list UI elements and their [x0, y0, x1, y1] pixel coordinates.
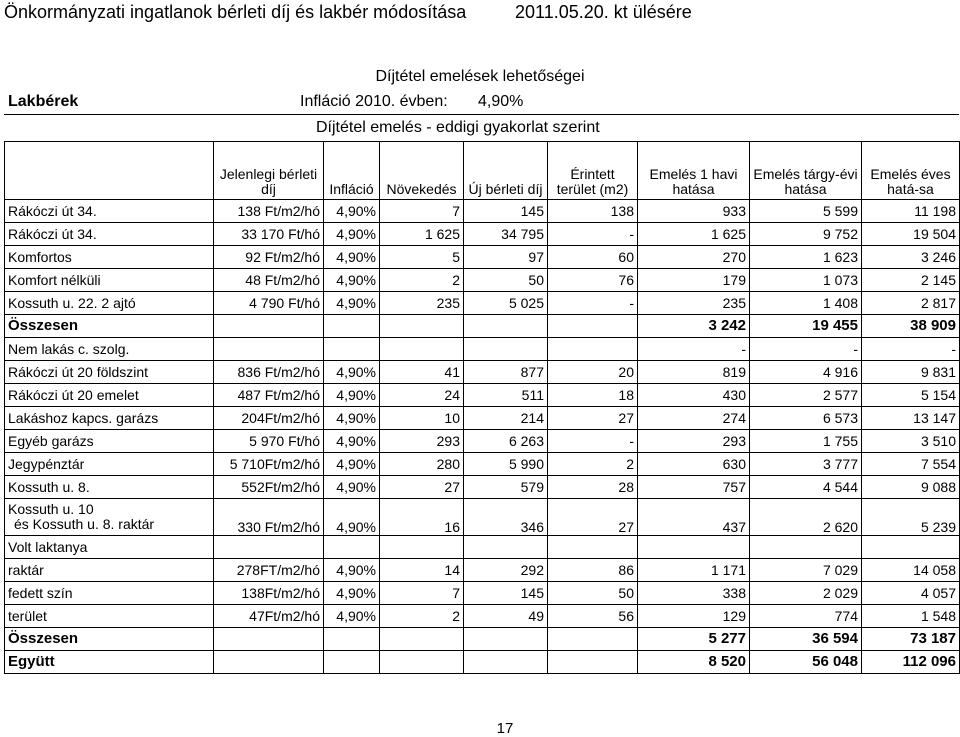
table-cell: 511	[464, 384, 548, 407]
table-cell: 293	[638, 430, 750, 453]
table-cell	[750, 536, 862, 559]
row-label: raktár	[5, 559, 214, 582]
table-cell: 47Ft/m2/hó	[214, 605, 324, 628]
table-cell: -	[638, 338, 750, 361]
table-cell: 4,90%	[324, 430, 380, 453]
table-cell	[464, 651, 548, 674]
column-header-2: Infláció	[324, 142, 380, 200]
table-cell: 2	[548, 453, 638, 476]
table-cell: 13 147	[862, 407, 960, 430]
table-cell: 19 504	[862, 223, 960, 246]
table-row	[5, 223, 960, 246]
table-cell: 1 625	[638, 223, 750, 246]
table-cell: 757	[638, 476, 750, 499]
column-header-5: Érintett terület (m2)	[548, 142, 638, 200]
table-cell: 36 594	[750, 628, 862, 651]
table-cell: 5 239	[862, 499, 960, 536]
page-number: 17	[496, 720, 514, 737]
table-cell: 877	[464, 361, 548, 384]
row-label: Lakáshoz kapcs. garázs	[5, 407, 214, 430]
column-header-8: Emelés éves hatá-sa	[862, 142, 960, 200]
table-cell	[324, 628, 380, 651]
table-cell: 145	[464, 200, 548, 223]
table-cell	[324, 338, 380, 361]
table-cell: 9 831	[862, 361, 960, 384]
table-cell: 579	[464, 476, 548, 499]
table-row	[5, 361, 960, 384]
table-cell: 2 817	[862, 292, 960, 315]
table-cell: 138	[548, 200, 638, 223]
table-row	[5, 315, 960, 338]
table-cell	[324, 536, 380, 559]
table-cell: 56	[548, 605, 638, 628]
table-row	[5, 292, 960, 315]
table-cell: 8 520	[638, 651, 750, 674]
row-label: Rákóczi út 20 földszint	[5, 361, 214, 384]
table-cell: 28	[548, 476, 638, 499]
table-row	[5, 582, 960, 605]
table-cell: 9 088	[862, 476, 960, 499]
table-cell: 1 408	[750, 292, 862, 315]
table-cell: 3 777	[750, 453, 862, 476]
table-cell: 7 554	[862, 453, 960, 476]
table-cell: 278FT/m2/hó	[214, 559, 324, 582]
table-cell: 7	[380, 582, 464, 605]
table-cell: 4 057	[862, 582, 960, 605]
table-cell: 14 058	[862, 559, 960, 582]
table-cell: 4,90%	[324, 476, 380, 499]
table-row	[5, 605, 960, 628]
table-row	[5, 536, 960, 559]
table-cell: 5 599	[750, 200, 862, 223]
table-cell: 5 710Ft/m2/hó	[214, 453, 324, 476]
table-cell: 4,90%	[324, 384, 380, 407]
table-row	[5, 269, 960, 292]
table-cell: 4 916	[750, 361, 862, 384]
column-header-6: Emelés 1 havi hatása	[638, 142, 750, 200]
table-cell	[380, 536, 464, 559]
table-cell	[862, 536, 960, 559]
table-cell: 97	[464, 246, 548, 269]
table-cell: 112 096	[862, 651, 960, 674]
table-cell: 179	[638, 269, 750, 292]
table-cell	[214, 338, 324, 361]
table-cell	[464, 338, 548, 361]
table-cell: 5 154	[862, 384, 960, 407]
table-cell	[464, 315, 548, 338]
data-table	[4, 141, 960, 674]
table-cell: 552Ft/m2/hó	[214, 476, 324, 499]
table-cell: 836 Ft/m2/hó	[214, 361, 324, 384]
row-label: Rákóczi út 34.	[5, 200, 214, 223]
table-cell	[214, 628, 324, 651]
table-cell: 487 Ft/m2/hó	[214, 384, 324, 407]
table-cell	[380, 628, 464, 651]
row-label: Rákóczi út 34.	[5, 223, 214, 246]
table-cell: 270	[638, 246, 750, 269]
row-label: Együtt	[5, 651, 214, 674]
table-row	[5, 559, 960, 582]
table-cell: 60	[548, 246, 638, 269]
table-cell: 293	[380, 430, 464, 453]
table-cell: 819	[638, 361, 750, 384]
table-cell: 4,90%	[324, 499, 380, 536]
table-cell: 2 145	[862, 269, 960, 292]
row-label: fedett szín	[5, 582, 214, 605]
table-cell: 48 Ft/m2/hó	[214, 269, 324, 292]
row-label: Egyéb garázs	[5, 430, 214, 453]
table-cell: 27	[380, 476, 464, 499]
table-cell: 235	[380, 292, 464, 315]
table-cell: 92 Ft/m2/hó	[214, 246, 324, 269]
table-cell: 5 025	[464, 292, 548, 315]
document-subtitle: Díjtétel emelések lehetőségei	[375, 68, 585, 85]
table-cell: 4,90%	[324, 361, 380, 384]
table-cell: 1 171	[638, 559, 750, 582]
inflacio-value: 4,90%	[478, 93, 524, 110]
table-cell: 2	[380, 605, 464, 628]
table-cell: 4,90%	[324, 223, 380, 246]
table-cell: -	[548, 223, 638, 246]
row-label-line1: Kossuth u. 10	[8, 501, 94, 517]
table-cell: 27	[548, 407, 638, 430]
table-cell: 18	[548, 384, 638, 407]
table-cell: 24	[380, 384, 464, 407]
inflacio-label: Infláció 2010. évben:	[300, 93, 448, 110]
row-label: Komfortos	[5, 246, 214, 269]
table-cell	[464, 628, 548, 651]
table-cell	[324, 651, 380, 674]
table-row	[5, 338, 960, 361]
table-cell	[548, 651, 638, 674]
table-cell: 50	[548, 582, 638, 605]
table-cell: 1 625	[380, 223, 464, 246]
table-cell: 5 990	[464, 453, 548, 476]
table-cell: 9 752	[750, 223, 862, 246]
table-cell: 16	[380, 499, 464, 536]
table-cell: 27	[548, 499, 638, 536]
row-label: terület	[5, 605, 214, 628]
table-cell: 6 573	[750, 407, 862, 430]
table-cell: 5 970 Ft/hó	[214, 430, 324, 453]
table-cell: 73 187	[862, 628, 960, 651]
table-cell	[380, 338, 464, 361]
table-cell: 138 Ft/m2/hó	[214, 200, 324, 223]
table-cell: 145	[464, 582, 548, 605]
column-header-3: Növekedés	[380, 142, 464, 200]
row-label	[5, 499, 214, 536]
table-cell	[638, 536, 750, 559]
table-cell: 5	[380, 246, 464, 269]
table-cell: 6 263	[464, 430, 548, 453]
table-cell	[464, 536, 548, 559]
table-cell	[380, 315, 464, 338]
table-row	[5, 384, 960, 407]
table-cell: 1 755	[750, 430, 862, 453]
table-row	[5, 246, 960, 269]
table-row	[5, 430, 960, 453]
table-cell: 437	[638, 499, 750, 536]
table-cell: 19 455	[750, 315, 862, 338]
table-cell: 10	[380, 407, 464, 430]
table-cell: 38 909	[862, 315, 960, 338]
table-cell: 4,90%	[324, 407, 380, 430]
table-cell: 33 170 Ft/hó	[214, 223, 324, 246]
table-cell: 3 510	[862, 430, 960, 453]
header-row	[5, 142, 960, 200]
row-label: Összesen	[5, 315, 214, 338]
table-cell: 7	[380, 200, 464, 223]
table-cell: 129	[638, 605, 750, 628]
table-cell: 4,90%	[324, 453, 380, 476]
table-cell	[380, 651, 464, 674]
table-cell: 1 073	[750, 269, 862, 292]
table-cell: 1 623	[750, 246, 862, 269]
table-cell: 274	[638, 407, 750, 430]
table-cell: 4,90%	[324, 269, 380, 292]
header-date: 2011.05.20. kt ülésére	[515, 2, 692, 22]
table-cell	[214, 536, 324, 559]
table-cell: 41	[380, 361, 464, 384]
column-header-7: Emelés tárgy-évi hatása	[750, 142, 862, 200]
table-cell: 7 029	[750, 559, 862, 582]
table-cell: 4 544	[750, 476, 862, 499]
table-cell: 76	[548, 269, 638, 292]
table-cell: 34 795	[464, 223, 548, 246]
table-cell: -	[548, 292, 638, 315]
table-cell	[548, 315, 638, 338]
table-cell: 4,90%	[324, 582, 380, 605]
table-row	[5, 499, 960, 536]
table-row	[5, 628, 960, 651]
table-cell: -	[548, 430, 638, 453]
table-cell	[214, 315, 324, 338]
section-title: Díjtétel emelés - eddigi gyakorlat szerint	[316, 119, 600, 136]
table-cell: 4 790 Ft/hó	[214, 292, 324, 315]
table-cell: 4,90%	[324, 200, 380, 223]
table-row	[5, 407, 960, 430]
table-cell: 5 277	[638, 628, 750, 651]
row-label: Összesen	[5, 628, 214, 651]
table-cell: 630	[638, 453, 750, 476]
table-row	[5, 453, 960, 476]
table-cell	[324, 315, 380, 338]
table-cell: 4,90%	[324, 559, 380, 582]
table-cell	[214, 651, 324, 674]
table-cell: 4,90%	[324, 292, 380, 315]
table-cell: 330 Ft/m2/hó	[214, 499, 324, 536]
table-cell: 56 048	[750, 651, 862, 674]
table-cell	[548, 338, 638, 361]
table-cell: 4,90%	[324, 605, 380, 628]
table-cell: 204Ft/m2/hó	[214, 407, 324, 430]
table-cell: 50	[464, 269, 548, 292]
table-cell: 3 242	[638, 315, 750, 338]
column-header-0	[5, 142, 214, 200]
table-cell: 2 577	[750, 384, 862, 407]
table-cell: 774	[750, 605, 862, 628]
table-cell: 235	[638, 292, 750, 315]
row-label: Kossuth u. 22. 2 ajtó	[5, 292, 214, 315]
table-cell: 3 246	[862, 246, 960, 269]
row-label: Rákóczi út 20 emelet	[5, 384, 214, 407]
table-cell: 430	[638, 384, 750, 407]
table-cell: 346	[464, 499, 548, 536]
table-cell: 20	[548, 361, 638, 384]
row-label: Kossuth u. 8.	[5, 476, 214, 499]
lakberek-label: Lakbérek	[8, 93, 79, 110]
table-cell: 86	[548, 559, 638, 582]
table-cell: 292	[464, 559, 548, 582]
table-cell: 138Ft/m2/hó	[214, 582, 324, 605]
table-cell: 1 548	[862, 605, 960, 628]
table-cell: 49	[464, 605, 548, 628]
row-label: Komfort nélküli	[5, 269, 214, 292]
table-cell: -	[862, 338, 960, 361]
table-row	[5, 200, 960, 223]
table-cell: 2	[380, 269, 464, 292]
table-row	[5, 476, 960, 499]
table-cell: 280	[380, 453, 464, 476]
column-header-1: Jelenlegi bérleti díj	[214, 142, 324, 200]
table-cell: 14	[380, 559, 464, 582]
row-label: Jegypénztár	[5, 453, 214, 476]
row-label: Volt laktanya	[5, 536, 214, 559]
row-label: Nem lakás c. szolg.	[5, 338, 214, 361]
column-header-4: Új bérleti díj	[464, 142, 548, 200]
table-cell: 4,90%	[324, 246, 380, 269]
table-body	[5, 200, 960, 674]
table-cell: 933	[638, 200, 750, 223]
table-cell: 2 620	[750, 499, 862, 536]
table-cell: 338	[638, 582, 750, 605]
table-cell: -	[750, 338, 862, 361]
table-cell	[548, 628, 638, 651]
table-row	[5, 651, 960, 674]
page-header	[0, 0, 960, 26]
table-cell	[548, 536, 638, 559]
row-label-line2: és Kossuth u. 8. raktár	[14, 516, 155, 532]
header-title: Önkormányzati ingatlanok bérleti díj és lakbér módosítása	[4, 2, 467, 22]
table-cell: 11 198	[862, 200, 960, 223]
table-cell: 2 029	[750, 582, 862, 605]
table-cell: 214	[464, 407, 548, 430]
